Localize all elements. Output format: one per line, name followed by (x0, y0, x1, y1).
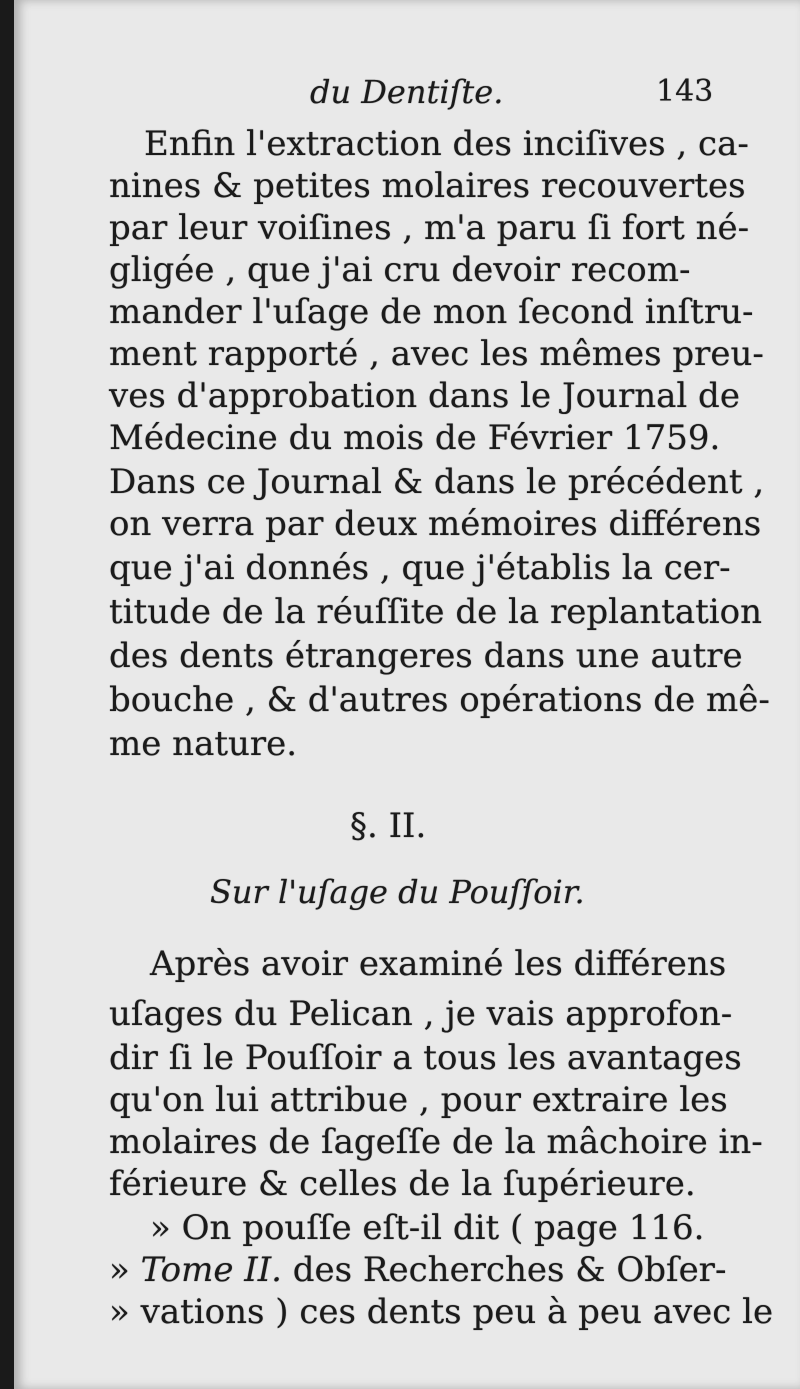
text-line: des dents étrangeres dans une autre (109, 636, 743, 676)
text-line: mander l'uſage de mon ſecond inſtru- (109, 292, 754, 332)
text-line: me nature. (109, 724, 298, 764)
section-subtitle: Sur l'uſage du Pouſſoir. (210, 873, 585, 911)
text-line: Enfin l'extraction des inciſives , ca- (144, 124, 749, 164)
quote-line: » On pouſſe eſt-il dit ( page 116. (150, 1208, 705, 1248)
text-line: uſages du Pelican , je vais approfon- (109, 994, 733, 1034)
text-line: férieure & celles de la ſupérieure. (109, 1164, 696, 1204)
quote-mark: » (109, 1250, 141, 1290)
text-line: dir ſi le Pouſſoir a tous les avantages (109, 1038, 742, 1078)
page-number: 143 (656, 74, 714, 109)
running-title: du Dentiſte. (310, 73, 504, 111)
text-line: titude de la réuſſite de la replantation (109, 592, 763, 632)
text-line: gligée , que j'ai cru devoir recom- (109, 250, 691, 290)
text-line: nines & petites molaires recouvertes (109, 166, 746, 206)
text-line: molaires de ſageſſe de la mâchoire in- (109, 1122, 763, 1162)
text-line: Médecine du mois de Février 1759. (109, 418, 721, 458)
volume-reference: Tome II. (140, 1250, 282, 1290)
text-line: ment rapporté , avec les mêmes preu- (109, 334, 764, 374)
text-line: bouche , & d'autres opérations de mê- (109, 680, 770, 720)
book-page (14, 0, 800, 1389)
text-line: par leur voiſines , m'a paru ſi fort né- (109, 208, 750, 248)
quote-line (109, 1250, 726, 1290)
text-line: Dans ce Journal & dans le précédent , (109, 462, 765, 502)
quote-line: » vations ) ces dents peu à peu avec le (109, 1292, 774, 1332)
text-line: ves d'approbation dans le Journal de (109, 376, 740, 416)
text-line: que j'ai donnés , que j'établis la cer- (109, 548, 731, 588)
text-line: on verra par deux mémoires différens (109, 504, 762, 544)
section-heading: §. II. (350, 806, 427, 846)
text-line: qu'on lui attribue , pour extraire les (109, 1080, 728, 1120)
text-line: Après avoir examiné les différens (150, 944, 727, 984)
quote-text: des Recherches & Obſer- (281, 1250, 727, 1290)
